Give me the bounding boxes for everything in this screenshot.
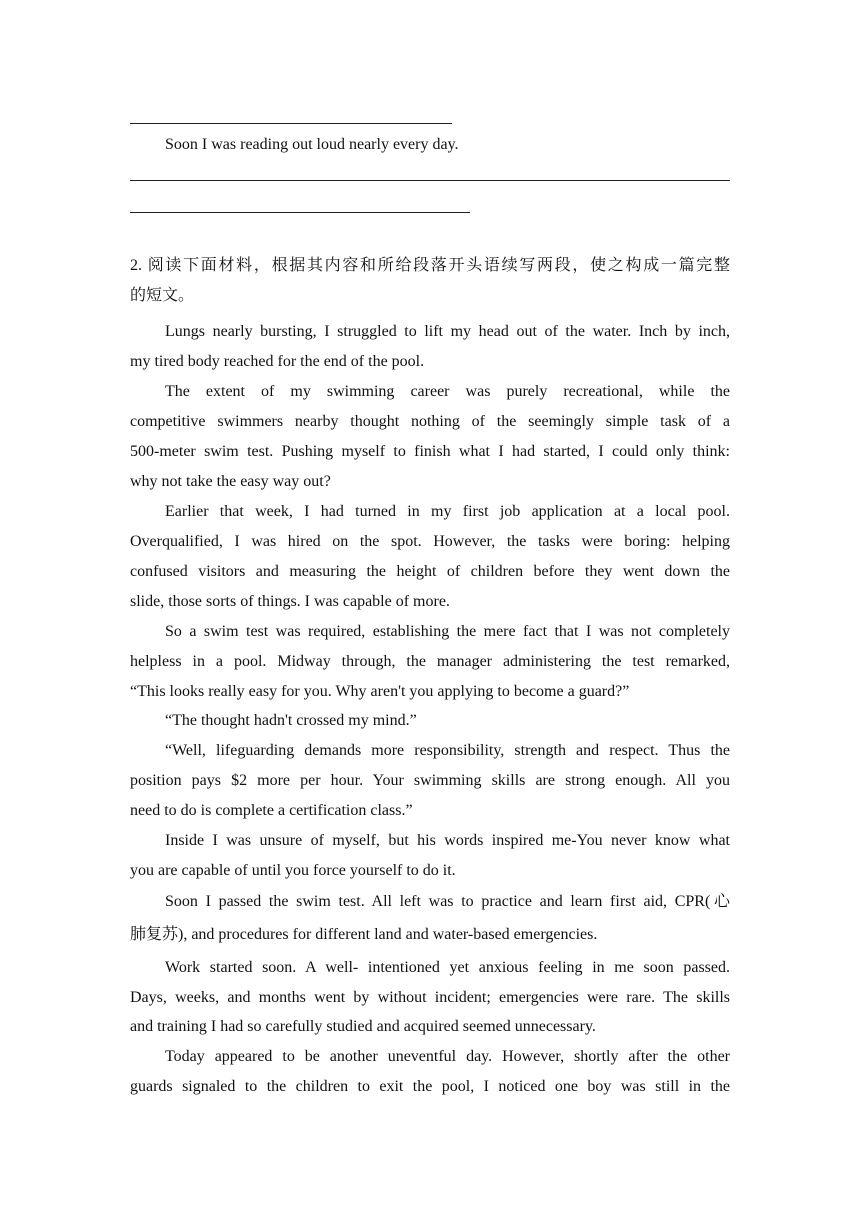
paragraph-line: So a swim test was required, establishing the mere fact that I was not completely	[165, 623, 730, 640]
paragraph-line: Days, weeks, and months went by without incident; emergencies were rare. The skills	[130, 989, 730, 1006]
paragraph-line: need to do is complete a certification class.”	[130, 802, 413, 819]
paragraph-line: The extent of my swimming career was purely recreational, while the	[165, 383, 730, 400]
paragraph-line: you are capable of until you force yourself to do it.	[130, 862, 456, 879]
paragraph-line: 肺复苏), and procedures for different land and water-based emergencies.	[130, 926, 598, 943]
paragraph-line: competitive swimmers nearby thought nothing of the seemingly simple task of a	[130, 413, 730, 430]
paragraph-line: why not take the easy way out?	[130, 473, 331, 490]
paragraph-line: Soon I passed the swim test. All left was to practice and learn first aid, CPR(心	[165, 893, 730, 910]
paragraph-line: my tired body reached for the end of the pool.	[130, 353, 425, 370]
paragraph-line: Soon I was reading out loud nearly every day.	[165, 136, 459, 153]
answer-blank-line	[130, 123, 452, 124]
paragraph-line: “The thought hadn't crossed my mind.”	[165, 712, 417, 729]
paragraph-line: Inside I was unsure of myself, but his words inspired me-You never know what	[165, 832, 730, 849]
paragraph-line: and training I had so carefully studied and acquired seemed unnecessary.	[130, 1018, 596, 1035]
paragraph-line: Overqualified, I was hired on the spot. However, the tasks were boring: helping	[130, 533, 730, 550]
paragraph-line: slide, those sorts of things. I was capable of more.	[130, 593, 450, 610]
paragraph-line: 500-meter swim test. Pushing myself to finish what I had started, I could only think:	[130, 443, 730, 460]
paragraph-line: confused visitors and measuring the height of children before they went down the	[130, 563, 730, 580]
paragraph-line: guards signaled to the children to exit the pool, I noticed one boy was still in the	[130, 1078, 730, 1095]
question-heading: 的短文。	[130, 287, 195, 304]
paragraph-line: Work started soon. A well- intentioned yet anxious feeling in me soon passed.	[165, 959, 730, 976]
answer-blank-line	[130, 212, 470, 213]
answer-blank-line	[130, 180, 730, 181]
paragraph-line: position pays $2 more per hour. Your swimming skills are strong enough. All you	[130, 772, 730, 789]
paragraph-line: Earlier that week, I had turned in my first job application at a local pool.	[165, 503, 730, 520]
paragraph-line: “Well, lifeguarding demands more responsibility, strength and respect. Thus the	[165, 742, 730, 759]
paragraph-line: Lungs nearly bursting, I struggled to lift my head out of the water. Inch by inch,	[165, 323, 730, 340]
question-heading: 2. 阅读下面材料，根据其内容和所给段落开头语续写两段，使之构成一篇完整	[130, 257, 730, 274]
paragraph-line: “This looks really easy for you. Why aren't you applying to become a guard?”	[130, 683, 630, 700]
paragraph-line: Today appeared to be another uneventful day. However, shortly after the other	[165, 1048, 730, 1065]
paragraph-line: helpless in a pool. Midway through, the manager administering the test remarked,	[130, 653, 730, 670]
